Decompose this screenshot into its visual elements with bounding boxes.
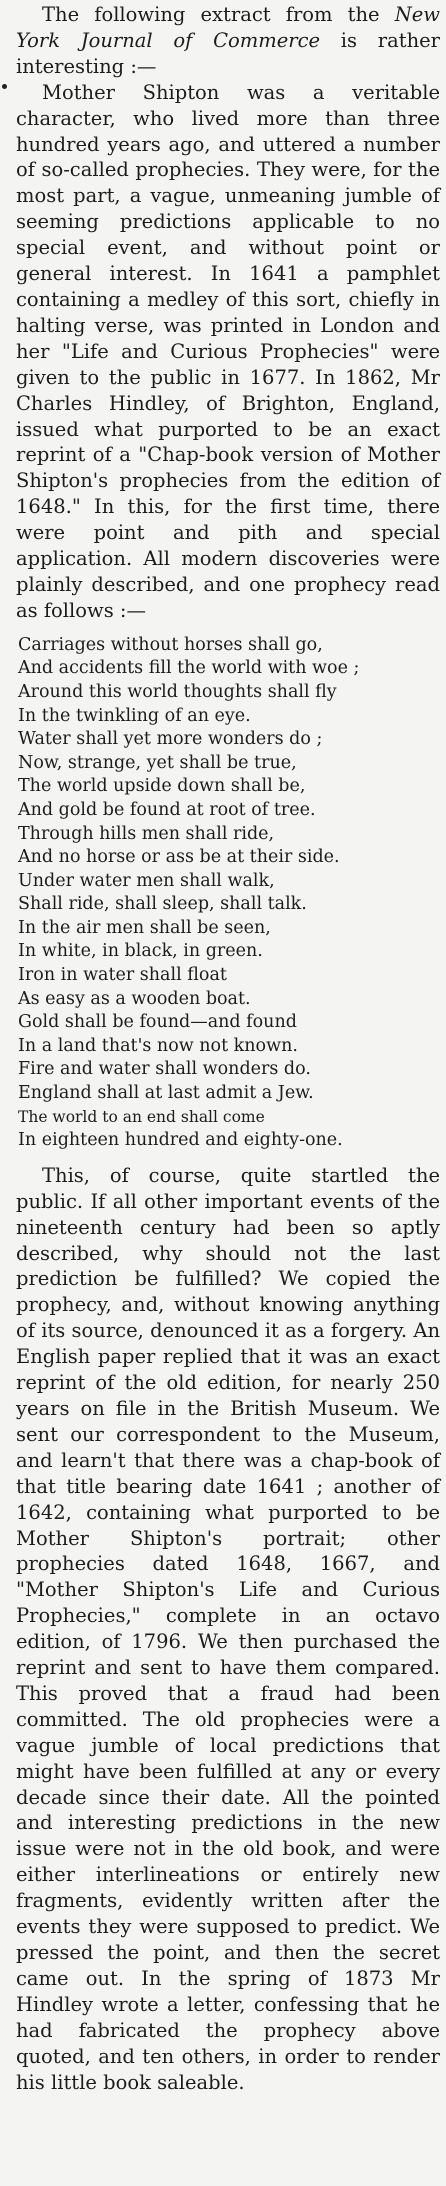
body-paragraph-1: Mother Shipton was a veritable character, who lived more than three hundred years ago, and uttered a number of so-called prophecies. They were, for the most part, a vague, unmeaning jumble of seeming predictions applicable to no special event, and without point or general interest. In 1641 a pamphlet containing a medley of this sort, chiefly in halting verse, was printed in London and her "Life and Curious Prophecies" were given to the public in 1677. In 1862, Mr Charles Hindley, of Brighton, England, issued what purported to be an exact reprint of a "Chap-book version of Mother Shipton's prophecies from the edition of 1648." In this, for the first time, there were point and pith and special application. All modern discoveries were plainly described, and one prophecy read as follows :— (16, 80, 440, 622)
intro-paragraph (16, 2, 440, 80)
verse-line: As easy as a wooden boat. (18, 988, 251, 1009)
verse-line: The world upside down shall be, (18, 776, 306, 797)
verse-line: Now, strange, yet shall be true, (18, 752, 297, 773)
verse-line: Fire and water shall wonders do. (18, 1059, 311, 1080)
source-title: New York Journal of Commerce (16, 3, 440, 52)
intro-text-start: The following extract from the (42, 3, 395, 26)
verse-line: England shall at last admit a Jew. (18, 1083, 314, 1104)
body-paragraph-2: This, of course, quite startled the public. If all other important events of the nineteenth century had been so aptly described, why should not the last prediction be fulfilled? We copied the prophecy, and, without knowing anything of its source, denounced it as a forgery. An English paper replied that it was an exact reprint of the old edition, for nearly 250 years on file in the British Museum. We sent our correspondent to the Museum, and learn't that there was a chap-book of that title bearing date 1641 ; another of 1642, containing what purported to be Mother Shipton's portrait; other prophecies dated 1648, 1667, and "Mother Shipton's Life and Curious Prophecies," complete in an octavo edition, of 1796. We then purchased the reprint and sent to have them compared. This proved that a fraud had been committed. The old prophecies were a vague jumble of local predictions that might have been fulfilled at any or every decade since their date. All the pointed and interesting predictions in the new issue were not in the old book, and were either interlineations or entirely new fragments, evidently written after the events they were supposed to predict. We pressed the point, and then the secret came out. In the spring of 1873 Mr Hindley wrote a letter, confessing that he had fabricated the prophecy above quoted, and ten others, in order to render his little book saleable. (16, 1163, 440, 2094)
verse-line: And gold be found at root of tree. (18, 799, 316, 820)
verse-line: And accidents fill the world with woe ; (18, 658, 360, 679)
verse-line: And no horse or ass be at their side. (18, 847, 340, 868)
paragraph-mark (2, 84, 7, 89)
verse-line: In white, in black, in green. (18, 941, 263, 962)
verse-line: Iron in water shall float (18, 965, 227, 986)
verse-line: Carriages without horses shall go, (18, 634, 323, 655)
verse-line: Under water men shall walk, (18, 870, 275, 891)
verse-line: In a land that's now not known. (18, 1035, 298, 1056)
verse-line: Through hills men shall ride, (18, 823, 275, 844)
verse-line: The world to an end shall come (18, 1107, 265, 1126)
verse-line: In the twinkling of an eye. (18, 705, 251, 726)
verse-line: Water shall yet more wonders do ; (18, 729, 323, 750)
verse-line: Around this world thoughts shall fly (18, 681, 337, 702)
prophecy-verse (16, 634, 440, 1153)
verse-line: In the air men shall be seen, (18, 917, 271, 938)
intro-text-end: is rather interesting :— (16, 28, 440, 78)
verse-line: Gold shall be found—and found (18, 1012, 297, 1033)
verse-line: In eighteen hundred and eighty-one. (18, 1130, 343, 1151)
verse-line: Shall ride, shall sleep, shall talk. (18, 894, 307, 915)
